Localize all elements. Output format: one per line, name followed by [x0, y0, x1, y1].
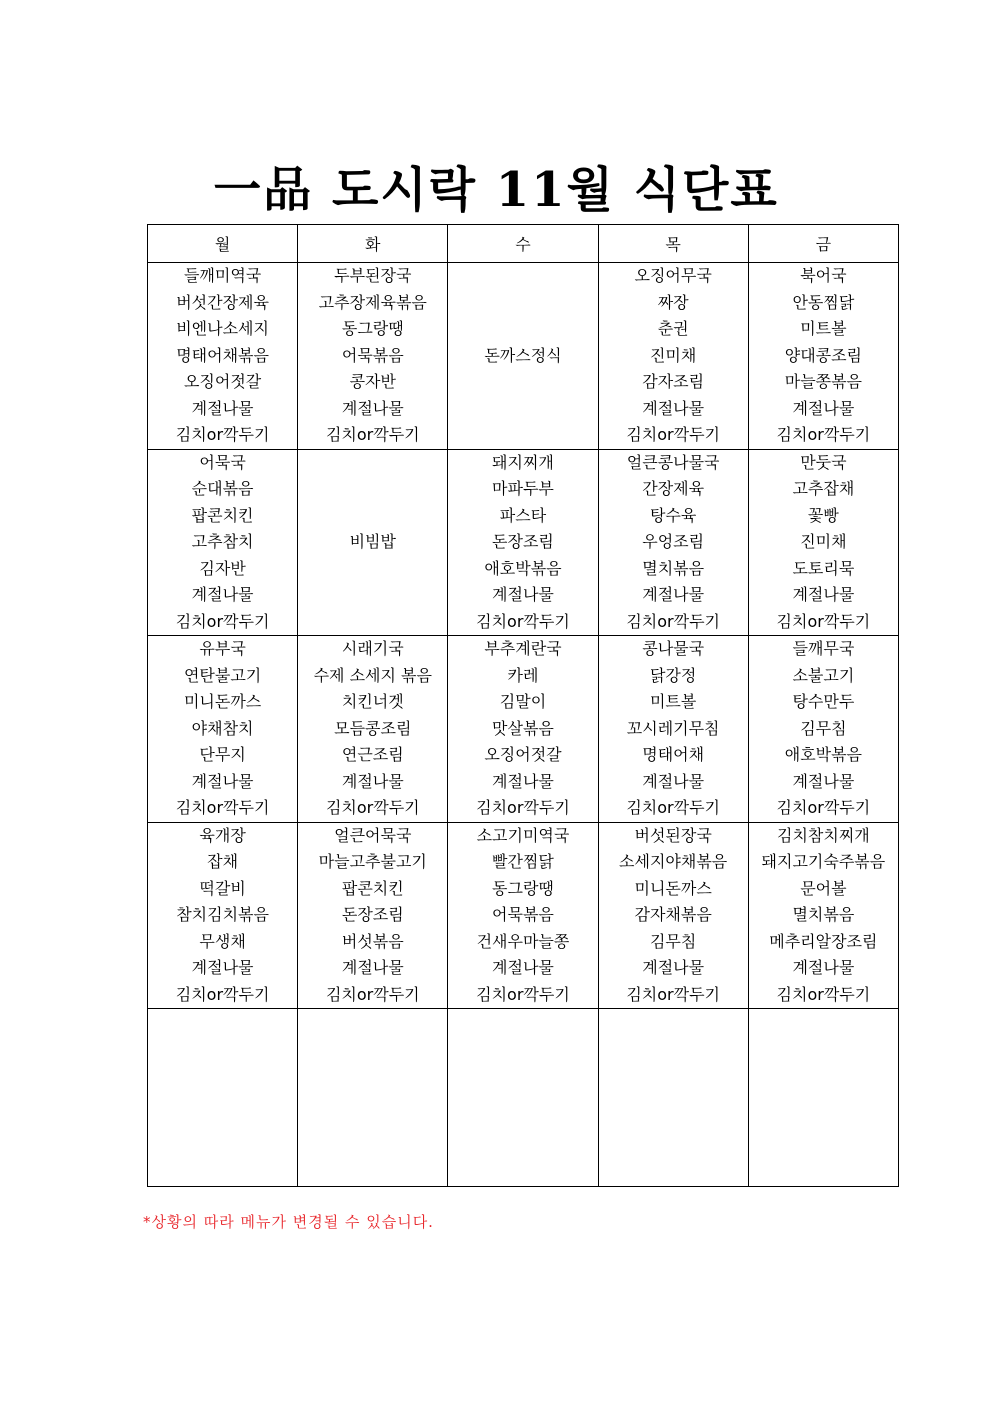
- menu-cell-week4-fri: [748, 822, 898, 1009]
- menu-item: 미니돈까스: [183, 692, 262, 711]
- menu-item: 계절나물: [792, 771, 855, 791]
- week-row-3: [148, 636, 899, 823]
- menu-item: 계절나물: [341, 958, 404, 977]
- menu-item: 명태어채: [642, 745, 705, 764]
- menu-item: 계절나물: [191, 771, 254, 791]
- menu-item: 김말이: [499, 692, 547, 711]
- menu-item: 안동찜닭: [792, 292, 855, 312]
- menu-item: 춘권: [657, 319, 689, 338]
- menu-cell-week3-tue: [298, 636, 448, 823]
- menu-item: 김치or깍두기: [626, 425, 720, 444]
- menu-item: 김치or깍두기: [175, 984, 270, 1004]
- menu-item: 계절나물: [642, 958, 705, 977]
- menu-item: 만둣국: [800, 452, 847, 472]
- menu-item: 김치or깍두기: [175, 425, 270, 444]
- day-header-row: [148, 225, 899, 263]
- menu-item: 시래기국: [341, 639, 404, 658]
- menu-item: 김치or깍두기: [626, 798, 720, 817]
- menu-cell-week3-fri: [748, 636, 898, 823]
- menu-item: 계절나물: [492, 771, 554, 791]
- menu-item: 얼큰어묵국: [334, 825, 412, 845]
- menu-item: 고추장제육볶음: [318, 292, 427, 312]
- menu-item: 계절나물: [492, 585, 554, 604]
- page-title: 一品 도시락 11월 식단표: [213, 162, 779, 218]
- menu-item: 김치or깍두기: [776, 611, 871, 631]
- menu-cell-week4-tue: [298, 822, 448, 1009]
- menu-item: 순대볶음: [191, 479, 254, 498]
- menu-cell-week1-tue: [298, 263, 448, 450]
- week-row-2: [148, 449, 899, 636]
- menu-item: 비엔나소세지: [176, 319, 269, 338]
- menu-item: 건새우마늘쫑: [476, 931, 570, 951]
- menu-item: 연탄불고기: [183, 665, 262, 685]
- menu-item: 콩나물국: [642, 639, 705, 658]
- menu-item: 돼지고기숙주볶음: [761, 852, 886, 871]
- menu-item: 야채참치: [191, 718, 254, 738]
- menu-item: 마파두부: [492, 479, 554, 498]
- menu-item: 들깨미역국: [183, 266, 262, 285]
- menu-item: 짜장: [657, 292, 689, 312]
- menu-item: 감자채볶음: [634, 905, 712, 924]
- menu-item: 계절나물: [642, 398, 705, 418]
- menu-item: 도토리묵: [792, 558, 855, 578]
- menu-body: [148, 263, 899, 1187]
- day-header-fri: 금: [748, 225, 898, 263]
- menu-item: 잡채: [207, 852, 239, 871]
- menu-item: 진미채: [800, 532, 847, 551]
- menu-cell-week3-mon: [148, 636, 298, 823]
- menu-item: 계절나물: [492, 958, 554, 977]
- menu-item: 떡갈비: [199, 878, 246, 898]
- menu-item: 진미채: [649, 345, 697, 365]
- menu-item: 꽃빵: [807, 505, 839, 525]
- menu-item: 탕수육: [649, 505, 697, 525]
- menu-item: 김치or깍두기: [325, 425, 420, 444]
- empty-cell-thu: [598, 1009, 748, 1187]
- menu-item: 고추잡채: [792, 479, 855, 498]
- menu-item: 계절나물: [642, 585, 705, 604]
- menu-item: 연근조림: [341, 745, 404, 764]
- menu-item: 꼬시레기무침: [626, 718, 720, 738]
- menu-cell-week1-mon: [148, 263, 298, 450]
- menu-item: 멸치볶음: [792, 905, 855, 924]
- menu-cell-week1-wed: [448, 263, 598, 450]
- menu-item: 애호박볶음: [784, 745, 863, 764]
- menu-item: 수제 소세지 볶음: [313, 665, 432, 685]
- menu-cell-week1-fri: [748, 263, 898, 450]
- menu-item: 소세지야채볶음: [619, 852, 728, 871]
- menu-item: 계절나물: [191, 398, 254, 418]
- menu-item: 마늘쫑볶음: [784, 372, 863, 391]
- menu-item: 버섯된장국: [634, 825, 712, 845]
- menu-item: 북어국: [800, 266, 847, 285]
- menu-item: 부추계란국: [484, 639, 562, 658]
- menu-cell-week4-thu: [598, 822, 748, 1009]
- menu-item: 미트볼: [649, 692, 697, 711]
- menu-item: 무생채: [199, 931, 246, 951]
- menu-cell-week2-thu: [598, 449, 748, 636]
- menu-item: 간장제육: [642, 479, 705, 498]
- menu-item: 메추리알장조림: [769, 931, 878, 951]
- menu-item: 김치or깍두기: [626, 984, 720, 1004]
- menu-item: 계절나물: [191, 585, 254, 604]
- menu-item: 미니돈까스: [634, 878, 712, 898]
- menu-item: 콩자반: [349, 372, 396, 391]
- menu-cell-week2-tue: [298, 449, 448, 636]
- menu-item: 어묵국: [199, 452, 246, 472]
- menu-cell-week2-mon: [148, 449, 298, 636]
- menu-item: 비빔밥: [349, 532, 396, 551]
- menu-item: 단무지: [199, 745, 246, 764]
- menu-item: 들깨무국: [792, 639, 855, 658]
- menu-item: 오징어무국: [634, 266, 712, 285]
- menu-item: 김자반: [199, 558, 246, 578]
- menu-item: 계절나물: [642, 771, 705, 791]
- day-header-tue: 화: [298, 225, 448, 263]
- menu-item: 계절나물: [792, 958, 855, 977]
- menu-item: 김치or깍두기: [626, 611, 720, 631]
- menu-item: 김치참치찌개: [777, 825, 870, 845]
- day-header-thu: 목: [598, 225, 748, 263]
- menu-item: 탕수만두: [792, 692, 855, 711]
- menu-item: 김치or깍두기: [476, 984, 570, 1004]
- change-notice: *상황의 따라 메뉴가 변경될 수 있습니다.: [143, 1213, 434, 1231]
- menu-item: 계절나물: [792, 585, 855, 604]
- menu-cell-week2-wed: [448, 449, 598, 636]
- menu-item: 두부된장국: [334, 266, 412, 285]
- empty-cell-fri: [748, 1009, 898, 1187]
- empty-week-row: [148, 1009, 899, 1187]
- menu-item: 소고기미역국: [476, 825, 570, 845]
- empty-cell-tue: [298, 1009, 448, 1187]
- menu-item: 동그랑땡: [341, 319, 404, 338]
- menu-item: 문어볼: [800, 878, 847, 898]
- menu-cell-week4-mon: [148, 822, 298, 1009]
- menu-cell-week2-fri: [748, 449, 898, 636]
- menu-item: 버섯볶음: [341, 931, 404, 951]
- menu-item: 고추참치: [191, 532, 254, 551]
- menu-item: 얼큰콩나물국: [626, 452, 720, 472]
- menu-item: 참치김치볶음: [176, 905, 269, 924]
- menu-item: 양대콩조림: [784, 345, 863, 365]
- menu-item: 김치or깍두기: [175, 798, 270, 817]
- menu-item: 돈장조림: [341, 905, 404, 924]
- menu-item: 오징어젓갈: [484, 745, 562, 764]
- menu-cell-week4-wed: [448, 822, 598, 1009]
- day-header-wed: 수: [448, 225, 598, 263]
- menu-item: 어묵볶음: [341, 345, 404, 365]
- menu-item: 계절나물: [341, 398, 404, 418]
- menu-item: 김치or깍두기: [776, 425, 871, 444]
- menu-item: 마늘고추불고기: [318, 852, 427, 871]
- menu-item: 김치or깍두기: [776, 798, 871, 817]
- menu-item: 김치or깍두기: [325, 984, 420, 1004]
- menu-item: 맛살볶음: [492, 718, 554, 738]
- menu-cell-week3-thu: [598, 636, 748, 823]
- menu-item: 빨간찜닭: [492, 852, 554, 871]
- menu-item: 명태어채볶음: [176, 345, 269, 365]
- menu-item: 돈까스정식: [484, 345, 562, 365]
- menu-item: 김무침: [800, 718, 847, 738]
- menu-item: 오징어젓갈: [183, 372, 262, 391]
- menu-cell-week3-wed: [448, 636, 598, 823]
- menu-item: 어묵볶음: [492, 905, 554, 924]
- menu-item: 파스타: [499, 505, 547, 525]
- menu-item: 카레: [507, 665, 539, 685]
- week-row-4: [148, 822, 899, 1009]
- menu-item: 계절나물: [191, 958, 254, 977]
- menu-cell-week1-thu: [598, 263, 748, 450]
- menu-item: 돼지찌개: [492, 452, 554, 472]
- menu-item: 팝콘치킨: [191, 505, 254, 525]
- menu-item: 감자조림: [642, 372, 705, 391]
- menu-item: 멸치볶음: [642, 558, 705, 578]
- day-header-mon: 월: [148, 225, 298, 263]
- menu-item: 동그랑땡: [492, 878, 554, 898]
- menu-item: 김무침: [649, 931, 697, 951]
- menu-item: 김치or깍두기: [175, 611, 270, 631]
- menu-item: 돈장조림: [492, 532, 554, 551]
- empty-cell-mon: [148, 1009, 298, 1187]
- menu-item: 우엉조림: [642, 532, 705, 551]
- menu-item: 닭강정: [649, 665, 697, 685]
- menu-item: 미트볼: [800, 319, 847, 338]
- menu-item: 김치or깍두기: [776, 984, 871, 1004]
- menu-item: 김치or깍두기: [476, 611, 570, 631]
- menu-table: [147, 224, 899, 1187]
- menu-item: 치킨너겟: [341, 692, 404, 711]
- menu-item: 모듬콩조림: [334, 718, 412, 738]
- menu-item: 육개장: [199, 825, 246, 845]
- menu-item: 계절나물: [341, 771, 404, 791]
- menu-item: 버섯간장제육: [176, 292, 269, 312]
- week-row-1: [148, 263, 899, 450]
- menu-item: 김치or깍두기: [476, 798, 570, 817]
- menu-item: 팝콘치킨: [341, 878, 404, 898]
- empty-cell-wed: [448, 1009, 598, 1187]
- menu-item: 애호박볶음: [484, 558, 562, 578]
- menu-item: 유부국: [199, 639, 246, 658]
- menu-item: 계절나물: [792, 398, 855, 418]
- menu-item: 소불고기: [792, 665, 855, 685]
- menu-item: 김치or깍두기: [325, 798, 420, 817]
